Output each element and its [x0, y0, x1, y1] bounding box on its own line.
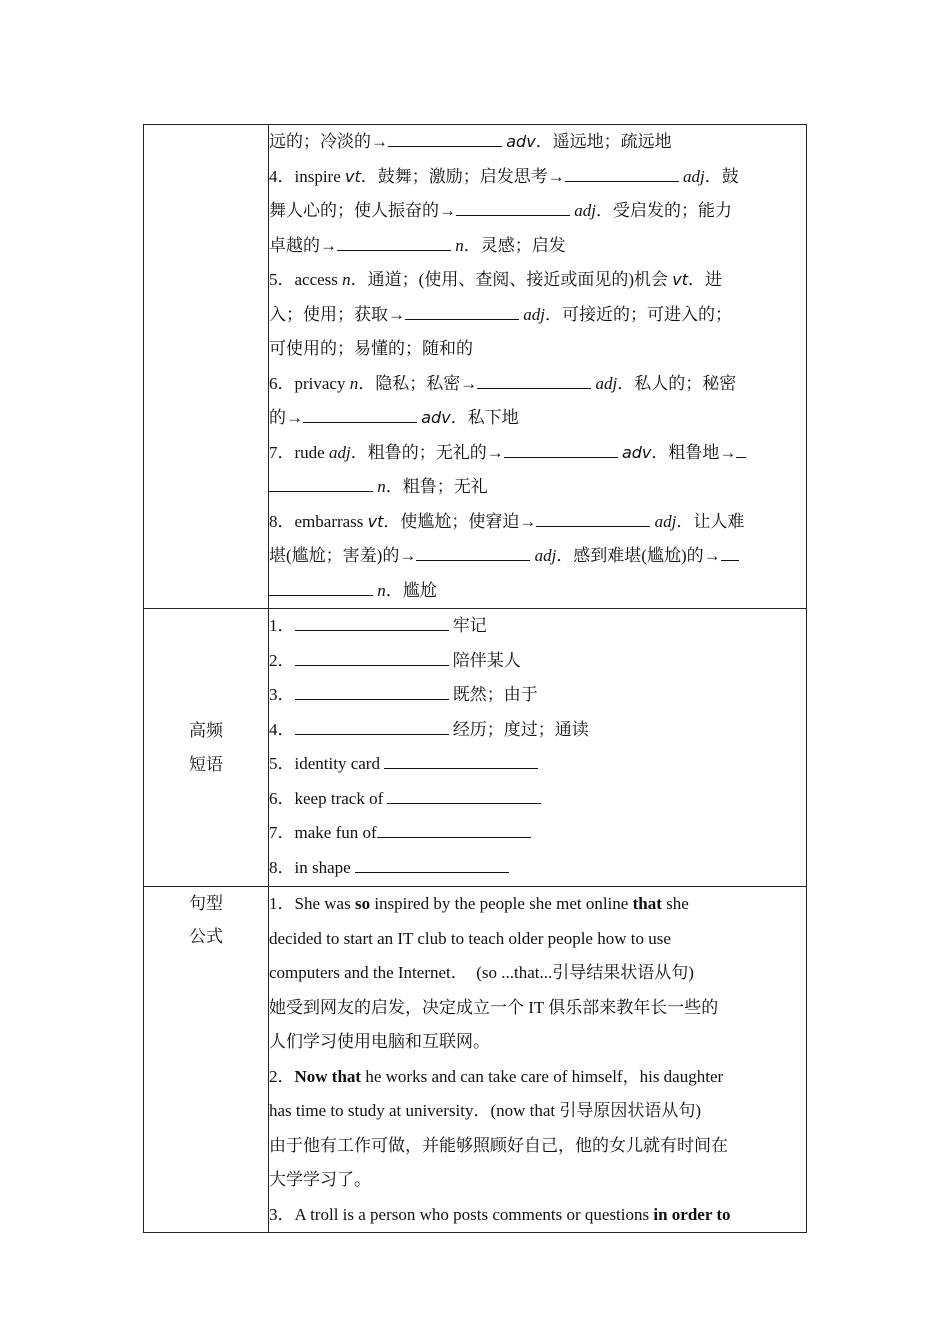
vocab-line: 远的；冷淡的→ adv．遥远地；疏远地 [269, 132, 672, 151]
phrases-row [144, 609, 807, 887]
fill-blank[interactable] [456, 199, 570, 216]
fill-blank[interactable] [269, 579, 373, 596]
fill-blank[interactable] [337, 234, 451, 251]
phrase-item: 3． 既然；由于 [269, 685, 538, 704]
fill-blank[interactable] [269, 475, 373, 492]
vocab-item-rude: 7．rude adj．粗鲁的；无礼的→ adv．粗鲁地→ [269, 436, 806, 471]
phrases-label-line2: 短语 [189, 754, 223, 775]
phrase-item: 6．keep track of [269, 782, 806, 817]
fill-blank[interactable] [295, 614, 449, 631]
fill-blank[interactable] [355, 856, 509, 873]
phrase-item: 8．in shape [269, 851, 806, 886]
sentence-1-line: decided to start an IT club to teach older people how to use [269, 928, 671, 948]
vocab-line: 的→ adv．私下地 [269, 408, 519, 427]
fill-blank[interactable] [721, 544, 739, 561]
vocab-line: 卓越的→ n．灵感；启发 [269, 235, 566, 255]
sentence-1-line: computers and the Internet． (so ...that...引导结果状语从句) [269, 963, 694, 982]
phrases-content-cell [269, 609, 807, 887]
sentences-label-cell [144, 887, 269, 1233]
fill-blank[interactable] [405, 303, 519, 320]
phrase-item: 2． 陪伴某人 [269, 650, 521, 670]
vocab-content-cell [269, 125, 807, 609]
sentences-label-line1: 句型 [189, 894, 223, 914]
vocab-item-privacy: 6．privacy n．隐私；私密→ adj．私人的；秘密 [269, 373, 737, 393]
phrase-item: 4． 经历；度过；通读 [269, 719, 589, 739]
sentence-3-line: 3．A troll is a person who posts comments or questions in order to [269, 1204, 731, 1224]
fill-blank[interactable] [504, 441, 618, 458]
phrase-item: 5．identity card [269, 747, 806, 782]
fill-blank[interactable] [384, 752, 538, 769]
sentences-content-cell [269, 887, 807, 1233]
phrase-item: 1． 牢记 [269, 616, 487, 635]
vocab-line: n．粗鲁；无礼 [269, 470, 806, 505]
vocab-item-access: 5．access n．通道；(使用、查阅、接近或面见的)机会 vt．进 [269, 270, 722, 289]
vocab-item-embarrass: 8．embarrass vt．使尴尬；使窘迫→ adj．让人难 [269, 511, 745, 531]
sentences-row [144, 887, 807, 1233]
fill-blank[interactable] [477, 372, 591, 389]
phrases-label-line1: 高频 [189, 720, 223, 741]
vocab-label-cell [144, 125, 269, 609]
phrases-label-cell [144, 609, 269, 887]
fill-blank[interactable] [565, 165, 679, 182]
fill-blank[interactable] [303, 406, 417, 423]
fill-blank[interactable] [295, 649, 449, 666]
sentences-label-line2: 公式 [189, 927, 223, 947]
vocab-line: 舞人心的；使人振奋的→ adj．受启发的；能力 [269, 201, 732, 220]
fill-blank[interactable] [736, 441, 746, 458]
vocab-line: 入；使用；获取→ adj．可接近的；可进入的； [269, 304, 732, 324]
vocab-row [144, 125, 807, 609]
worksheet-table [143, 124, 807, 1233]
fill-blank[interactable] [377, 821, 531, 838]
fill-blank[interactable] [388, 130, 502, 147]
fill-blank[interactable] [387, 787, 541, 804]
sentence-2-line: 2．Now that he works and can take care of himself，his daughter [269, 1066, 724, 1086]
sentence-1-line: 1．She was so inspired by the people she met online that she [269, 894, 689, 913]
sentence-2-line: has time to study at university．(now that 引导原因状语从句) [269, 1101, 702, 1120]
fill-blank[interactable] [536, 510, 650, 527]
vocab-item-inspire: 4．inspire vt．鼓舞；激励；启发思考→ adj．鼓 [269, 166, 739, 186]
fill-blank[interactable] [416, 544, 530, 561]
vocab-line: 堪(尴尬；害羞)的→ adj．感到难堪(尴尬)的→ [269, 539, 806, 574]
vocab-line: n．尴尬 [269, 574, 806, 609]
sentence-2-translation: 由于他有工作可做，并能够照顾好自己，他的女儿就有时间在 [269, 1135, 728, 1155]
sentence-1-translation: 她受到网友的启发，决定成立一个 IT 俱乐部来教年长一些的 [269, 997, 719, 1017]
phrase-item: 7．make fun of [269, 816, 806, 851]
sentence-1-translation: 人们学习使用电脑和互联网。 [269, 1032, 490, 1051]
vocab-line: 可使用的；易懂的；随和的 [269, 339, 473, 358]
fill-blank[interactable] [295, 683, 449, 700]
fill-blank[interactable] [295, 718, 449, 735]
sentence-2-translation: 大学学习了。 [269, 1170, 371, 1189]
